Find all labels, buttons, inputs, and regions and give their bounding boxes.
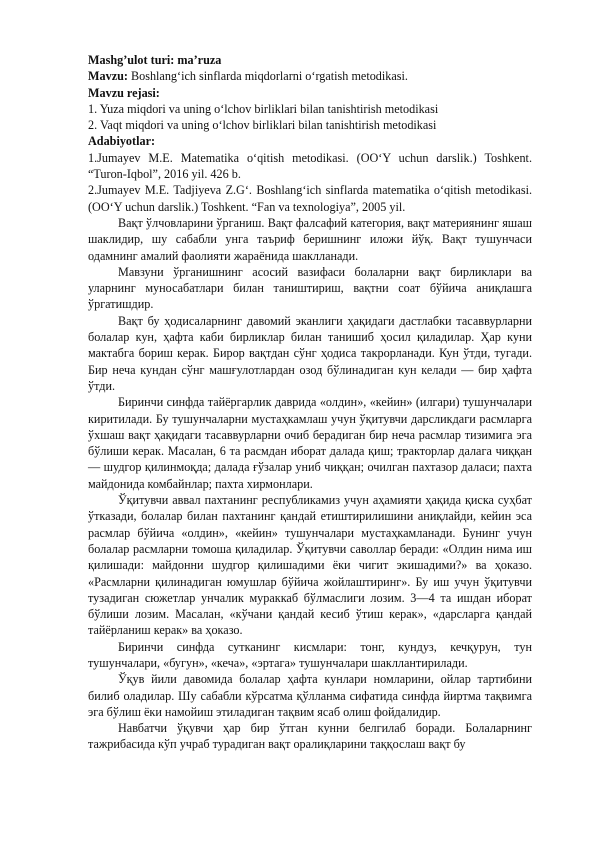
body-paragraph: Ўқитувчи аввал пахтанинг республикамиз учун аҳамияти ҳақида қиска суҳбат ўтказади, болалар билан пахтанинг қандай етиштирилишини аниқлайди, кейин эса расмлар бўйича «олдин», «кейин» тушунчалари мустаҳкамланади. Бунинг учун болалар расмларни томоша қиладилар. Ўқитувчи саволлар беради: «Олдин нима иш қилишади: майдонни шудгор қилишадими ёки чигит экишадими?» ва ҳоказо. «Расмларни қилинадиган юмушлар бўйича жойлаштиринг». Бу иш учун ўқитувчи тузадиган сюжетлар унчалик мураккаб бўлмаслиги лозим. 3—4 та ишдан иборат бўлиши лозим. Масалан, «кўчани қандай кесиб ўтиш керак», «дарсларга қандай тайёрланиш керак» ва ҳоказо. <box>88 493 532 638</box>
literature-item: 1.Jumayev M.E. Matematika o‘qitish metodikasi. (OO‘Y uchun darslik.) Toshkent. “Turon-Iqbol”, 2016 yil. 426 b. <box>88 150 532 182</box>
document-page <box>88 52 532 753</box>
body-paragraph: Ўқув йили давомида болалар ҳафта кунлари номларини, ойлар тартибини билиб оладилар. Шу сабабли кўрсатма қўлланма сифатида синфда йиртма тақвимга эга бўлиш ёки намойиш этиладиган тақвим ясаб олиш фойдалидир. <box>88 672 532 719</box>
body-paragraph: Биринчи синфда сутканинг кисмлари: тонг, кундуз, кечқурун, тун тушунчалари, «бугун», «кеча», «эртага» тушунчалари шакллантирилади. <box>88 639 532 670</box>
plan-label: Mavzu rejasi: <box>88 85 160 100</box>
body-paragraph: Мавзуни ўрганишнинг асосий вазифаси болаларни вақт бирликлари ва уларнинг муносабатлари билан таништириш, вақтни соат бўйича аниқлашга ўргатишдир. <box>88 264 532 312</box>
topic-line <box>88 68 532 84</box>
lesson-type-value: ma’ruza <box>177 53 222 67</box>
plan-item: 1. Yuza miqdori va uning o‘lchov birliklari bilan tanishtirish metodikasi <box>88 101 439 116</box>
body-paragraph: Навбатчи ўқувчи ҳар бир ўтган кунни белгилаб боради. Болаларнинг тажрибасида кўп учраб турадиган вақт оралиқларини таққослаш вақт бу <box>88 721 532 752</box>
lesson-type-line <box>88 52 532 68</box>
literature-label: Adabiyotlar: <box>88 134 156 149</box>
topic-value: Boshlang‘ich sinflarda miqdorlarni o‘rgatish metodikasi. <box>130 69 408 84</box>
lesson-type-label: Mashg’ulot turi: <box>88 53 175 67</box>
plan-item: 2. Vaqt miqdori va uning o‘lchov birliklari bilan tanishtirish metodikasi <box>88 118 437 133</box>
body-paragraph: Вақт бу ҳодисаларнинг давомий эканлиги ҳақидаги дастлабки тасаввурларни болалар кун, ҳафта каби бирликлар билан танишиб ҳосил қиладилар. Ҳар куни мактабга бориш керак. Бирор вақтдан сўнг ҳодиса такрорланади. Кун ўтди, тугади. Бир неча кундан сўнг машғулотлардан озод бўлинадиган кун келади — бир ҳафта ўтди. <box>88 313 532 393</box>
body-paragraph: Биринчи синфда тайёргарлик даврида «олдин», «кейин» (илгари) тушунчалари киритилади. Бу тушунчаларни мустаҳкамлаш учун ўқитувчи дарсликдаги расмларга ўхшаш вақт ҳақидаги тасаввурларни очиб берадиган бир неча расмлар тизимига эга бўлиши керак. Масалан, 6 та расмдан иборат далада қиш; тракторлар далага чиққан — шудгор қилинмоқда; далада ғўзалар униб чиққан; очилган пахтазор даласи; пахта майдонида комбайнлар; пахта хирмонлари. <box>88 395 532 491</box>
literature-item: 2.Jumayev M.E. Tadjiyeva Z.G‘. Boshlang‘ich sinflarda matematika o‘qitish metodikasi. (OO‘Y uchun darslik.) Toshkent. “Fan va texnologiya”, 2005 yil. <box>88 183 532 214</box>
body-paragraph: Вақт ўлчовларини ўрганиш. Вақт фалсафий категория, вақт материянинг яшаш шаклидир, шу сабабли унга таъриф беришнинг иложи йўқ. Вақт тушунчаси одамнинг амалий фаолияти жараёнида шаклланади. <box>88 215 532 263</box>
topic-label: Mavzu: <box>88 69 128 84</box>
